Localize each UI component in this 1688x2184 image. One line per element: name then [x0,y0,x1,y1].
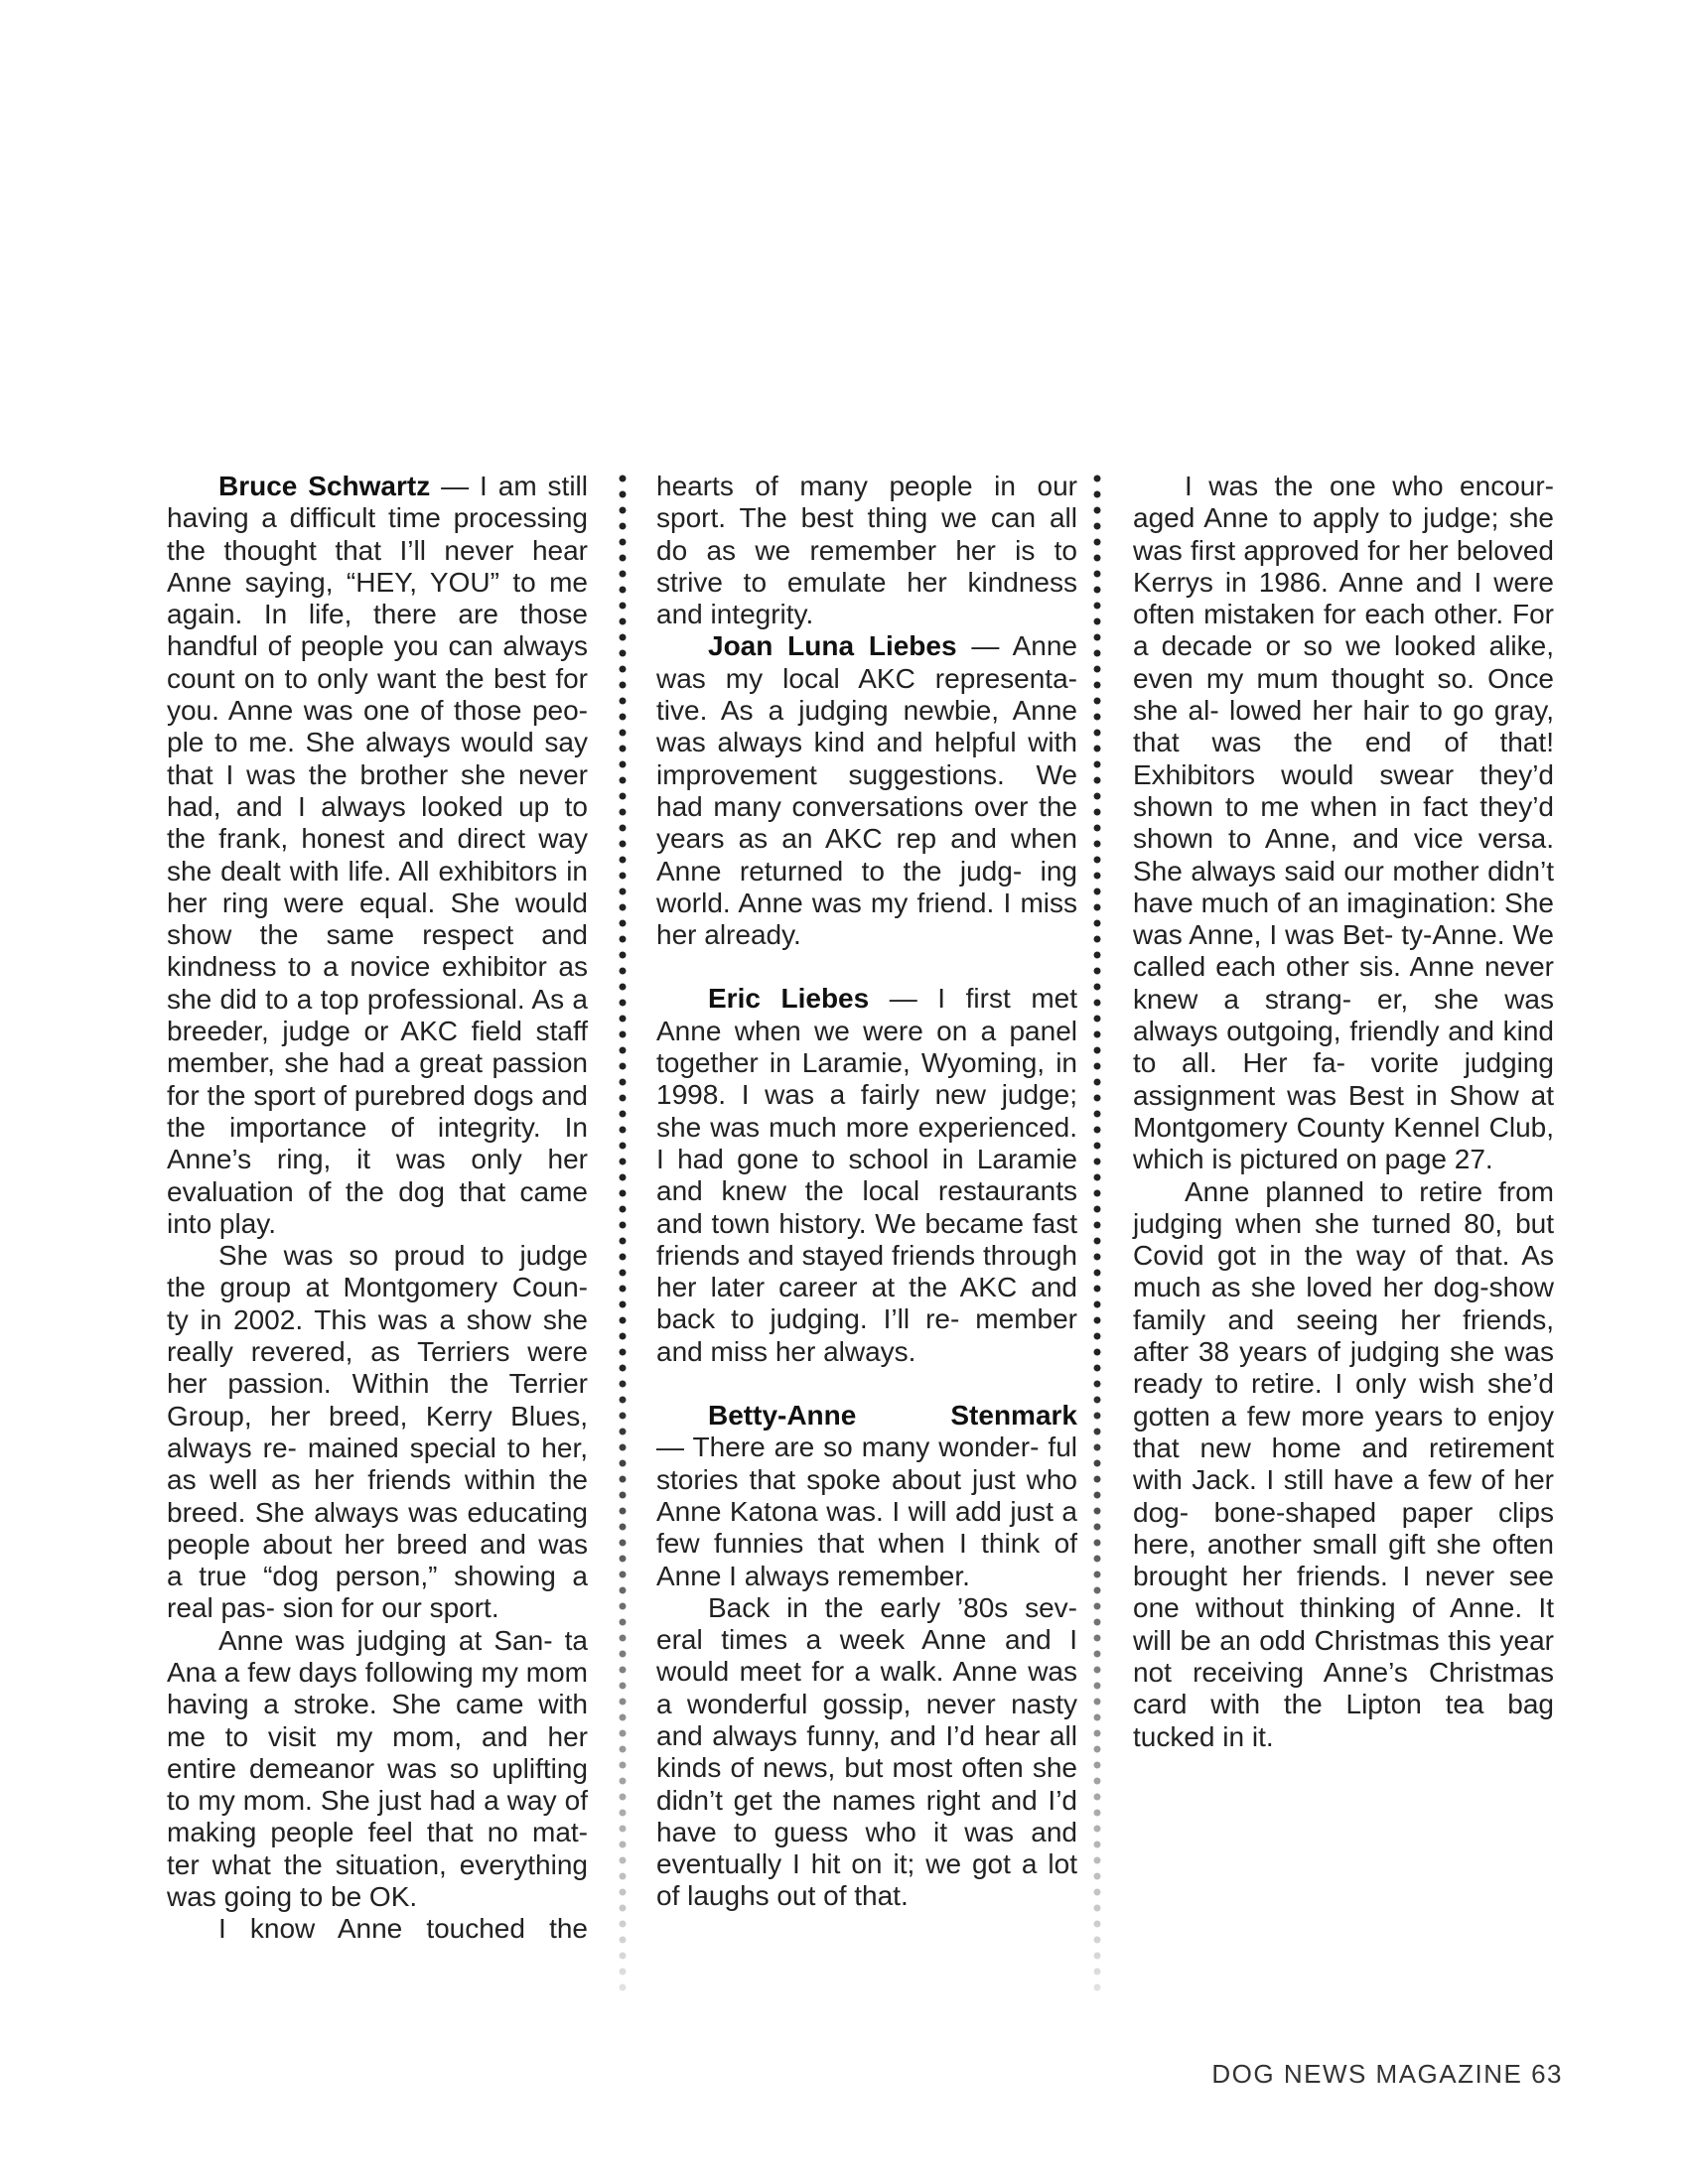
paragraph [1133,1176,1554,1753]
paragraph-betty-anne-stenmark [656,1432,1077,1591]
paragraph-text: — I am still having a difficult time processing the thought that I’ll never hear Anne saying, “HEY, YOU” to me again. In life, there are those handful of people you can always count on to only want the best for you. Anne was one of those peo- ple to me. She always would say that I was the brother she never had, and I always looked up to the frank, honest and direct way she dealt with life. All exhibitors in her ring were equal. She would show the same respect and kindness to a novice exhibitor as she did to a top professional. As a breeder, judge or AKC field staff member, she had a great passion for the sport of purebred dogs and the importance of integrity. In Anne’s ring, it was only her evaluation of the dog that came into play. [167,471,589,1239]
paragraph-text: I was the one who encour- aged Anne to apply to judge; she was first approved for her beloved Kerrys in 1986. Anne and I were often mistaken for each other. For a decade or so we looked alike, even my mum thought so. Once she al- lowed her hair to go gray, that was the end of that! Exhibitors would swear they’d shown to me when in fact they’d shown to Anne, and vice versa. She always said our mother didn’t have much of an imagination: She was Anne, I was Bet- ty-Anne. We called each other sis. Anne never knew a strang- er, she was always outgoing, friendly and kind to all. Her fa- vorite judging assignment was Best in Show at Montgomery County Kennel Club, which is pictured on page 27. [1133,471,1554,1175]
contributor-name: Bruce Schwartz [218,471,431,501]
paragraph-joan-luna-liebes [656,630,1077,951]
paragraph-text: Anne was judging at San- ta Ana a few days following my mom having a stroke. She came with me to visit my mom, and her entire demeanor was so uplifting to my mom. She just had a way of making people feel that no mat- ter what the situation, everything was going to be OK. [167,1624,588,1913]
paragraph-text: — I first met Anne when we were on a panel together in Laramie, Wyoming, in 1998. I was a fairly new judge; she was much more experienced. I had gone to school in Laramie and knew the local restaurants and town history. We became fast friends and stayed friends through her later career at the AKC and back to judging. I’ll re- member and miss her always. [656,983,1077,1367]
contributor-name: Joan Luna Liebes [708,630,957,662]
paragraph [656,1592,1077,1913]
paragraph-eric-liebes [656,983,1077,1368]
paragraph-text: She was so proud to judge the group at Montgomery Coun- ty in 2002. This was a show she really revered, as Terriers were her passion. Within the Terrier Group, her breed, Kerry Blues, always re- mained special to her, as well as her friends within the breed. She always was educating people about her breed and was a true “dog person,” showing a real pas- sion for our sport. [167,1240,588,1624]
page-footer: DOG NEWS MAGAZINE 63 [1211,2059,1563,2089]
paragraph-text: I know Anne touched the [218,1913,588,1945]
contributor-name: Betty-Anne Stenmark [708,1400,1077,1432]
article-column-2 [656,471,1077,1913]
paragraph-betty-anne-stenmark-heading [656,1400,1077,1432]
paragraph [167,1913,588,1945]
paragraph-text: hearts of many people in our sport. The best thing we can all do as we remember her is to strive to emulate her kindness and integrity. [656,471,1077,630]
paragraph-text: — Anne was my local AKC representa- tive. As a judging newbie, Anne was always kind and helpful with improvement suggestions. We had many conversations over the years as an AKC rep and when Anne returned to the judg- ing world. Anne was my friend. I miss her already. [656,630,1077,951]
contributor-name: Eric Liebes [708,983,870,1015]
paragraph [656,471,1077,630]
paragraph-text: Anne planned to retire from judging when she turned 80, but Covid got in the way of that. As much as she loved her dog-show family and seeing her friends, after 38 years of judging she was ready to retire. I only wish she’d gotten a few more years to enjoy that new home and retirement with Jack. I still have a few of her dog- bone-shaped paper clips here, another small gift she often brought her friends. I never see one without thinking of Anne. It will be an odd Christmas this year not receiving Anne’s Christmas card with the Lipton tea bag tucked in it. [1133,1175,1554,1752]
paragraph [1133,471,1554,1176]
article-column-3 [1133,471,1554,1753]
paragraph [167,1625,588,1914]
dotted-column-divider [1092,471,1102,1999]
paragraph-bruce-schwartz [167,471,588,1240]
dotted-column-divider [618,471,628,1999]
paragraph [167,1240,588,1625]
article-column-1 [167,471,588,1946]
paragraph-text: — There are so many wonder- ful stories that spoke about just who Anne Katona was. I will add just a few funnies that when I think of Anne I always remember. [656,1432,1077,1591]
paragraph-text: Back in the early ’80s sev- eral times a week Anne and I would meet for a walk. Anne was a wonderful gossip, never nasty and always funny, and I’d hear all kinds of news, but most often she didn’t get the names right and I’d have to guess who it was and eventually I hit on it; we got a lot of laughs out of that. [656,1591,1077,1912]
